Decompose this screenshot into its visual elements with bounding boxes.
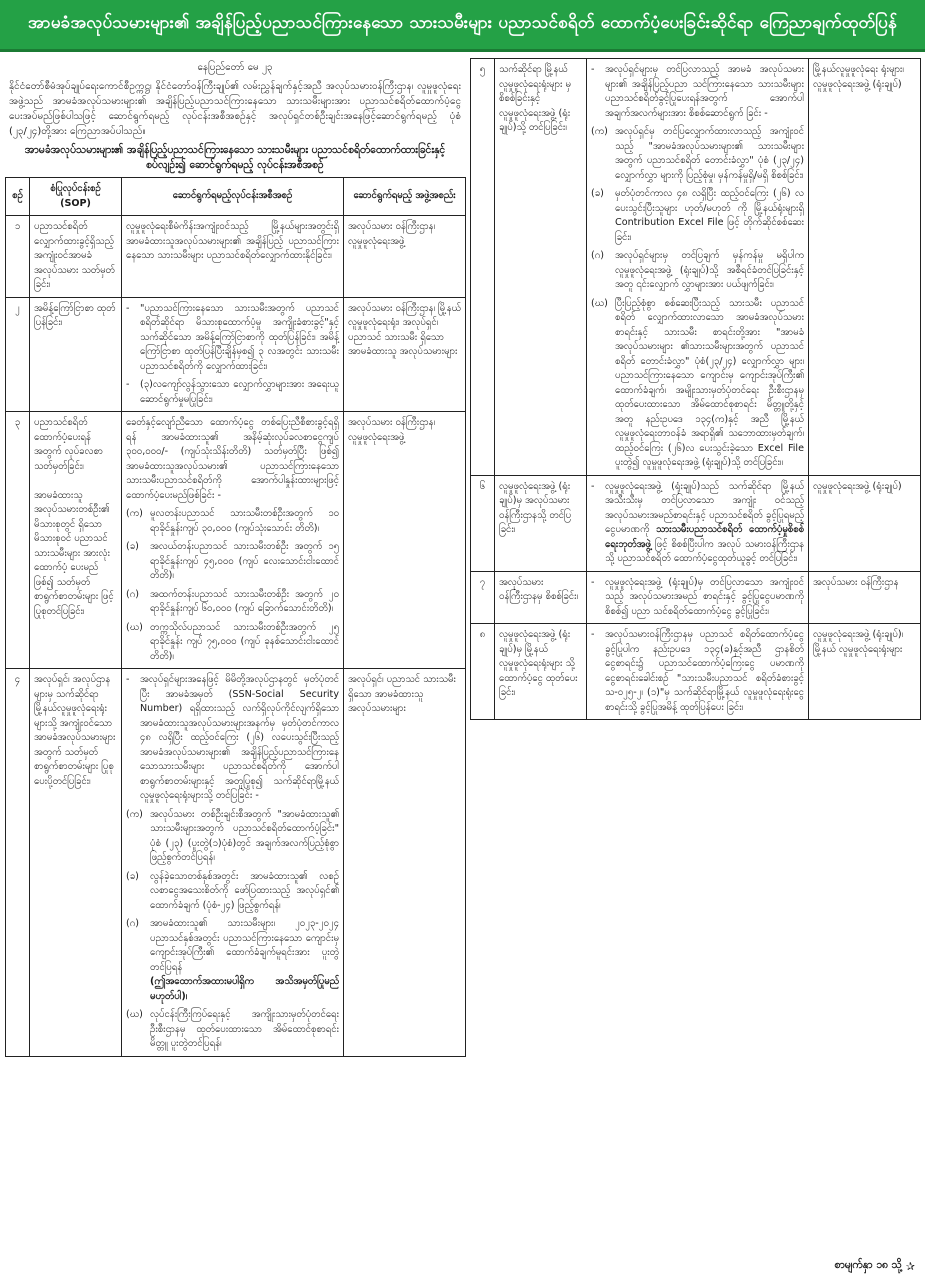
row-org: လူမှုဖူလုံရေးအဖွဲ့ (ရုံးချုပ်)၊ မြို့နယ် လူမှုဖူလုံရေးရုံးများ <box>809 624 921 720</box>
row-plan: - လူမှုဖူလုံရေးအဖွဲ့ (ရုံးချုပ်)မှ တင်ပြလာသော အကျုံးဝင်သည့် အလုပ်သမားအမည် စာရင်းနှင့် ခွင့်ပြုငွေပမာဏကိုစိစစ်၍ ပညာ သင်စရိတ်ထောက်ပံ့ငွေ ခွင့်ပြုခြင်း၊ <box>587 571 809 624</box>
plan-item: (ဃ) ပြီးပြည့်စုံစွာ စစ်ဆေးပြီးသည့် သားသမီး ပညာသင်စရိတ် လျှောက်ထားလာသော အာမခံအလုပ်သမားစာရင်းနှင့် သားသမီး စာရင်းတို့အား "အာမခံအလုပ်သမားများ ၏သားသမီးများအတွက် ပညာသင်စရိတ် တောင်းခံလွှာ" ပုံစံ(၂၃/၂၄) လျှောက်လွှာ များ၊ ပညာသင်ကြားနေသော ကျောင်းမှ ကျောင်းအုပ်ကြီး၏ ထောက်ခံချက်၊ အမျိုးသားမှတ်ပုံတင်ရေး ဦးစီးဌာနမှ ထုတ်ပေးထားသော အိမ်ထောင်စုစာရင်း မိတ္တူတို့နှင့်အတူ နည်းဥပဒေ ၁၃၄(က)နှင့် အညီ မြို့နယ်လူမှုဖူလုံရေးတာဝန်ခံ အရာရှိ၏ သဘောထားမှတ်ချက်၊ ထည့်ဝင်ကြေး (၂၆)လ ပေးသွင်းခဲ့သော Excel File ပူးတွဲ၍ လူမှုဖူလုံရေးအဖွဲ့ (ရုံးချုပ်)သို့ တင်ပြခြင်း။ <box>591 297 804 468</box>
section-heading: အာမခံအလုပ်သမားများ၏ အချိန်ပြည့်ပညာသင်ကြားနေသော သားသမီးများ ပညာသင်စရိတ်ထောက်ထားခြင်းနှင့်စပ်လျဉ်း၍ ဆောင်ရွက်ရမည့် လုပ်ငန်းအစီအစဉ် <box>24 144 446 171</box>
sop-table-left <box>5 177 466 1057</box>
row-plan: - အလုပ်ရှင်များမှ တင်ပြလာသည့် အာမခံ အလုပ်သမားများ၏ အချိန်ပြည့်ပညာ သင်ကြားနေသော သားသမီးများ ပညာသင်စရိတ်ခွင့်ပြုပေးရန်အတွက် အောက်ပါ အချက်အလက်များအား စိစစ်ဆောင်ရွက် ခြင်း - (က) အလုပ်ရှင်မှ တင်ပြလျှောက်ထားလာသည့် အကျုံးဝင်သည့် "အာမခံအလုပ်သမားများ၏ သားသမီးများအတွက် ပညာသင်စရိတ် တောင်းခံလွှာ" ပုံစံ (၂၃/၂၄) လျှောက်လွှာ များကို ပြည့်စုံမှု၊ မှန်ကန်မှုရှိ/မရှိ စိစစ်ခြင်း၊ (ခ) မှတ်ပုံတင်ကာလ ၄၈ လရှိပြီး ထည့်ဝင်ကြေး (၂၆) လ ပေးသွင်းပြီးသူများ ဟုတ်/မဟုတ် ကို မြို့နယ်ရုံးများရှိ Contribution Excel File ဖြင့် တိုက်ဆိုင်စစ်ဆေးခြင်း၊ (ဂ) အလုပ်ရှင်များမှ တင်ပြချက် မှန်ကန်မှု မရှိပါက လူမှုဖူလုံရေးအဖွဲ့ (ရုံးချုပ်)သို့ အစီရင်ခံတင်ပြခြင်းနှင့်အတူ ၎င်းလျှောက် လွှာများအား ပယ်ဖျက်ခြင်း၊ (ဃ) ပြီးပြည့်စုံစွာ စစ်ဆေးပြီးသည့် သားသမီး ပညာသင်စရိတ် လျှောက်ထားလာသော အာမခံအလုပ်သမားစာရင်းနှင့် သားသမီး စာရင်းတို့အား "အာမခံအလုပ်သမားများ ၏သားသမီးများအတွက် ပညာသင်စရိတ် တောင်းခံလွှာ" ပုံစံ(၂၃/၂၄) လျှောက်လွှာ များ၊ ပညာသင်ကြားနေသော ကျောင်းမှ ကျောင်းအုပ်ကြီး၏ ထောက်ခံချက်၊ အမျိုးသားမှတ်ပုံတင်ရေး ဦးစီးဌာနမှ ထုတ်ပေးထားသော အိမ်ထောင်စုစာရင်း မိတ္တူတို့နှင့်အတူ နည်းဥပဒေ ၁၃၄(က)နှင့် အညီ မြို့နယ်လူမှုဖူလုံရေးတာဝန်ခံ အရာရှိ၏ သဘောထားမှတ်ချက်၊ ထည့်ဝင်ကြေး (၂၆)လ ပေးသွင်းခဲ့သော Excel File ပူးတွဲ၍ လူမှုဖူလုံရေးအဖွဲ့ (ရုံးချုပ်)သို့ တင်ပြခြင်း။ <box>587 59 809 476</box>
header-sop: စံပြုလုပ်ငန်းစဉ် (SOP) <box>30 178 122 216</box>
plan-item: (ခ) လွန်ခဲ့သောတစ်နှစ်အတွင်း အာမခံထားသူ၏ လစဉ်လစာငွေအသေးစိတ်ကို ဖော်ပြထားသည့် အလုပ်ရှင်၏ ထောက်ခံချက် (ပုံစံ-၂၄) ဖြည့်စွက်ရန်၊ <box>126 870 339 911</box>
plan-item-note: (ဤအထောက်အထားမပါရှိက အသိအမှတ်ပြုမည် မဟုတ်ပါ)၊ <box>150 976 339 1002</box>
row-number: ၃ <box>6 412 30 669</box>
plan-item: (ဂ) အလုပ်ရှင်များမှ တင်ပြချက် မှန်ကန်မှု မရှိပါက လူမှုဖူလုံရေးအဖွဲ့ (ရုံးချုပ်)သို့ အစီရင်ခံတင်ပြခြင်းနှင့်အတူ ၎င်းလျှောက် လွှာများအား ပယ်ဖျက်ခြင်း၊ <box>591 250 804 290</box>
page-banner <box>0 0 925 52</box>
sop-table-right <box>470 58 921 720</box>
table-row <box>6 669 466 1057</box>
row-plan: - လူမှုဖူလုံရေးအဖွဲ့ (ရုံးချုပ်)သည် သက်ဆိုင်ရာ မြို့နယ်အသီးသီးမှ တင်ပြလာသော အကျုံး ဝင်သည့် အလုပ်သမားအမည်စာရင်းနှင့် ပညာသင်စရိတ် ခွင့်ပြုရမည့် ငွေပမာဏကို သားသမီးပညာသင်စရိတ် ထောက်ပံ့မှုစိစစ် ရေးဘုတ်အဖွဲ့ ဖြင့် စိစစ်ပြီးပါက အလုပ် သမားဝန်ကြီးဌာနသို့ ပညာသင်စရိတ် ထောက်ပံ့ငွေထုတ်ယူခွင့် တင်ပြခြင်း၊ <box>587 475 809 571</box>
table-row <box>471 624 921 720</box>
right-column <box>470 58 920 720</box>
row-org: အလုပ်သမား ဝန်ကြီးဌာန <box>809 571 921 624</box>
left-column <box>5 58 465 1057</box>
plan-item: (ခ) မှတ်ပုံတင်ကာလ ၄၈ လရှိပြီး ထည့်ဝင်ကြေး (၂၆) လ ပေးသွင်းပြီးသူများ ဟုတ်/မဟုတ် ကို မြို့နယ်ရုံးများရှိ Contribution Excel File ဖြင့် တိုက်ဆိုင်စစ်ဆေးခြင်း၊ <box>591 188 804 243</box>
row-number: ၈ <box>471 624 495 720</box>
plan-item: (ဃ) တက္ကသိုလ်ပညာသင် သားသမီးတစ်ဦးအတွက် ၂၅ ရာခိုင်နှုန်း ကျပ် ၇၅,၀၀၀ (ကျပ် ခုနစ်သောင်းငါးထောင်တိတိ)၊ <box>126 621 339 662</box>
row-sop: လူမှုဖူလုံရေးအဖွဲ့ (ရုံးချုပ်)မှ မြို့နယ် လူမှုဖူလုံရေးရုံးများ သို့ ထောက်ပံ့ငွေ ထုတ်ပေးခြင်း၊ <box>495 624 587 720</box>
row-number: ၄ <box>6 669 30 1057</box>
header-org: ဆောင်ရွက်ရမည့် အဖွဲ့အစည်း <box>344 178 466 216</box>
plan-text: လူမှုဖူလုံရေးအဖွဲ့ (ရုံးချုပ်)သည် သက်ဆိုင်ရာ မြို့နယ်အသီးသီးမှ တင်ပြလာသော အကျုံး ဝင်သည့် အလုပ်သမားအမည်စာရင်းနှင့် ပညာသင်စရိတ် ခွင့်ပြုရမည့် ငွေပမာဏကို <box>605 480 804 535</box>
banner-title: အာမခံအလုပ်သမားများ၏ အချိန်ပြည့်ပညာသင်ကြားနေသော သားသမီးများ ပညာသင်စရိတ် ထောက်ပံ့ပေးခြင်းဆိုင်ရာ ကြေညာချက်ထုတ်ပြန် <box>28 13 897 33</box>
row-plan: - အလုပ်သမားဝန်ကြီးဌာနမှ ပညာသင် စရိတ်ထောက်ပံ့ငွေခွင့်ပြုပါက နည်းဥပဒေ ၁၃၄(ခ)နှင့်အညီ ဌာနစိတ်ငွေစာရင်း၌ ပညာသင်ထောက်ပံ့ကြေးငွေ ပမာဏကို ငွေစာရင်းခေါင်းစဉ် "သားသမီးပညာသင် စရိတ်ခံစားခွင့် သ-၀၂၅-၂၊ (၁)"မှ သက်ဆိုင်ရာမြို့နယ် လူမှုဖူလုံရေးရုံးငွေ စာရင်းသို့ ခွင့်ပြုအမိန့် ထုတ်ပြန်ပေး ခြင်း၊ <box>587 624 809 720</box>
plan-item: (ဂ) အထက်တန်းပညာသင် သားသမီးတစ်ဦး အတွက် ၂၀ ရာခိုင်နှုန်းကျပ် ၆၀,၀၀၀ (ကျပ် ခြောက်သောင်းတိတိ)၊ <box>126 588 339 614</box>
plan-intro: ခေတ်နှင့်လျော်ညီသော ထောက်ပံ့ငွေ တစ်ပြေးညီစီစားခွင့်ရရှိရန် အာမခံထားသူ၏ အနိမ့်ဆုံးလုပ်ခလစာငွေကျပ် ၃၀၀,၀၀၀/- (ကျပ်သုံးသိန်းတိတိ) သတ်မှတ်ပြီး ဖြစ်၍ အာမခံထားသူအလုပ်သမား၏ ပညာသင်ကြားနေသော သားသမီးပညာသင်စရိတ်ကို အောက်ပါနှုန်းထားများဖြင့် ထောက်ပံ့ပေးမည်ဖြစ်ခြင်း - <box>126 417 339 501</box>
plan-item: (က) အလုပ်သမား တစ်ဦးချင်းစီအတွက် "အာမခံထားသူ၏ သားသမီးများအတွက် ပညာသင်စရိတ်ထောက်ပံ့ခြင်း" ပုံစံ (၂၃) (ပူးတွဲ(၁)ပုံစံ)တွင် အချက်အလက်ပြည့်စုံစွာ ဖြည့်စွက်တင်ပြရန်၊ <box>126 808 339 863</box>
row-org: အလုပ်သမား ဝန်ကြီးဌာန၊ မြို့နယ် လူမှုဖူလုံရေးရုံး၊ အလုပ်ရှင်၊ ပညာသင် သားသမီး ရှိသော အာမခံထားသူ အလုပ်သမားများ <box>344 297 466 412</box>
row-plan: - "ပညာသင်ကြားနေသော သားသမီးအတွက် ပညာသင်စရိတ်ဆိုင်ရာ မိသားစုထောက်ပံ့မှု အကျိုးခံစားခွင့်"နှင့် သက်ဆိုင်သော အမိန့်ကြော်ငြာစာကို ထုတ်ပြန်ခြင်း၊ အမိန့်ကြော်ငြာစာ ထုတ်ပြန်ပြီးချိန်မှစ၍ ၃ လအတွင်း သားသမီး ပညာသင်စရိတ်ကို လျှောက်ထားခြင်း၊ - (၃)လကျော်လွန်သွားသော လျှောက်လွှာများအား အရေးယူဆောင်ရွက်မှုမပြုခြင်း၊ <box>122 297 344 412</box>
plan-point: "ပညာသင်ကြားနေသော သားသမီးအတွက် ပညာသင်စရိတ်ဆိုင်ရာ မိသားစုထောက်ပံ့မှု အကျိုးခံစားခွင့်"နှင့် သက်ဆိုင်သော အမိန့်ကြော်ငြာစာကို ထုတ်ပြန်ခြင်း၊ အမိန့်ကြော်ငြာစာ ထုတ်ပြန်ပြီးချိန်မှစ၍ ၃ လအတွင်း သားသမီး ပညာသင်စရိတ်ကို လျှောက်ထားခြင်း၊ <box>140 302 339 372</box>
row-plan <box>122 412 344 669</box>
table-row <box>6 412 466 669</box>
row-sop: သက်ဆိုင်ရာ မြို့နယ် လူမှုဖူလုံရေးရုံးများ မှ စိစစ်ခြင်းနှင့် လူမှုဖူလုံရေးအဖွဲ့ (ရုံးချုပ်)သို့ တင်ပြခြင်း၊ <box>495 59 587 476</box>
row-org: အလုပ်သမား ဝန်ကြီးဌာန၊ လူမှုဖူလုံရေးအဖွဲ့ <box>344 412 466 669</box>
row-sop: အလုပ်သမား ဝန်ကြီးဌာနမှ စိစစ်ခြင်း၊ <box>495 571 587 624</box>
row-sop: လူမှုဖူလုံရေးအဖွဲ့ (ရုံးချုပ်)မှ အလုပ်သမား ဝန်ကြီးဌာနသို့ တင်ပြခြင်း၊ <box>495 475 587 571</box>
plan-item: (ဂ) အာမခံထားသူ၏ သားသမီးများ၊ ၂၀၂၃-၂၀၂၄ ပညာသင်နှစ်အတွင်း ပညာသင်ကြားနေသော ကျောင်းမှ ကျောင်းအုပ်ကြီး၏ ထောက်ခံချက်မူရင်းအား ပူးတွဲ တင်ပြရန် <box>126 918 339 973</box>
plan-text: လူမှုဖူလုံရေးအဖွဲ့ (ရုံးချုပ်)မှ တင်ပြလာသော အကျုံးဝင်သည့် အလုပ်သမားအမည် စာရင်းနှင့် ခွင့်ပြုငွေပမာဏကိုစိစစ်၍ ပညာ သင်စရိတ်ထောက်ပံ့ငွေ ခွင့်ပြုခြင်း၊ <box>605 576 804 617</box>
plan-item: (က) အလုပ်ရှင်မှ တင်ပြလျှောက်ထားလာသည့် အကျုံးဝင်သည့် "အာမခံအလုပ်သမားများ၏ သားသမီးများအတွက် ပညာသင်စရိတ် တောင်းခံလွှာ" ပုံစံ (၂၃/၂၄) လျှောက်လွှာ များကို ပြည့်စုံမှု၊ မှန်ကန်မှုရှိ/မရှိ စိစစ်ခြင်း၊ <box>591 126 804 181</box>
row-plan: - အလုပ်ရှင်များအနေဖြင့် မိမိတို့အလုပ်ဌာနတွင် မှတ်ပုံတင်ပြီး အာမခံအမှတ် (SSN-Social Security Number) ရရှိထားသည့် လက်ရှိလုပ်ကိုင်လျက်ရှိသော အာမခံထားသူအလုပ်သမားများအနက်မှ မှတ်ပုံတင်ကာလ ၄၈ လရှိပြီး ထည့်ဝင်ကြေး (၂၆) လပေးသွင်းပြီးသည့် အာမခံအလုပ်သမားများ၏ အချိန်ပြည့်ပညာသင်ကြားနေသောသားသမီးများ ပညာသင်စရိတ်ကို အောက်ပါစာရွက်စာတမ်းများနှင့် အတူပြုစု၍ သက်ဆိုင်ရာမြို့နယ်လူမှုဖူလုံရေးရုံးများသို့ တင်ပြခြင်း - (က) အလုပ်သမား တစ်ဦးချင်းစီအတွက် "အာမခံထားသူ၏ သားသမီးများအတွက် ပညာသင်စရိတ်ထောက်ပံ့ခြင်း" ပုံစံ (၂၃) (ပူးတွဲ(၁)ပုံစံ)တွင် အချက်အလက်ပြည့်စုံစွာ ဖြည့်စွက်တင်ပြရန်၊ (ခ) လွန်ခဲ့သောတစ်နှစ်အတွင်း အာမခံထားသူ၏ လစဉ်လစာငွေအသေးစိတ်ကို ဖော်ပြထားသည့် အလုပ်ရှင်၏ ထောက်ခံချက် (ပုံစံ-၂၄) ဖြည့်စွက်ရန်၊ (ဂ) အာမခံထားသူ၏ သားသမီးများ၊ ၂၀၂၃-၂၀၂၄ ပညာသင်နှစ်အတွင်း ပညာသင်ကြားနေသော ကျောင်းမှ ကျောင်းအုပ်ကြီး၏ ထောက်ခံချက်မူရင်းအား ပူးတွဲ တင်ပြရန် (ဤအထောက်အထားမပါရှိက အသိအမှတ်ပြုမည် မဟုတ်ပါ)၊ (ဃ) လုပ်ငန်းကြီးကြပ်ရေးနှင့် အကျိုးသားမှတ်ပုံတင်ရေးဦးစီးဌာနမှ ထုတ်ပေးထားသော အိမ်ထောင်စုစာရင်းမိတ္တူ ပူးတွဲတင်ပြရန်၊ <box>122 669 344 1057</box>
plan-intro: အလုပ်ရှင်များအနေဖြင့် မိမိတို့အလုပ်ဌာနတွင် မှတ်ပုံတင်ပြီး အာမခံအမှတ် (SSN-Social Security Number) ရရှိထားသည့် လက်ရှိလုပ်ကိုင်လျက်ရှိသော အာမခံထားသူအလုပ်သမားများအနက်မှ မှတ်ပုံတင်ကာလ ၄၈ လရှိပြီး ထည့်ဝင်ကြေး (၂၆) လပေးသွင်းပြီးသည့် အာမခံအလုပ်သမားများ၏ အချိန်ပြည့်ပညာသင်ကြားနေသောသားသမီးများ ပညာသင်စရိတ်ကို အောက်ပါစာရွက်စာတမ်းများနှင့် အတူပြုစု၍ သက်ဆိုင်ရာမြို့နယ်လူမှုဖူလုံရေးရုံးများသို့ တင်ပြခြင်း - <box>140 674 339 801</box>
row-number: ၅ <box>471 59 495 476</box>
row-org: အလုပ်သမား ဝန်ကြီးဌာန၊ လူမှုဖူလုံရေးအဖွဲ့ <box>344 216 466 298</box>
row-number: ၁ <box>6 216 30 298</box>
continued-text: စာမျက်နှာ ၁၈ သို့ <box>834 1259 902 1271</box>
table-header-row <box>6 178 466 216</box>
plan-text: အလုပ်သမားဝန်ကြီးဌာနမှ ပညာသင် စရိတ်ထောက်ပံ့ငွေခွင့်ပြုပါက နည်းဥပဒေ ၁၃၄(ခ)နှင့်အညီ ဌာနစိတ်ငွေစာရင်း၌ ပညာသင်ထောက်ပံ့ကြေးငွေ ပမာဏကို ငွေစာရင်းခေါင်းစဉ် "သားသမီးပညာသင် စရိတ်ခံစားခွင့် သ-၀၂၅-၂၊ (၁)"မှ သက်ဆိုင်ရာမြို့နယ် လူမှုဖူလုံရေးရုံးငွေ စာရင်းသို့ ခွင့်ပြုအမိန့် ထုတ်ပြန်ပေး ခြင်း၊ <box>605 629 804 713</box>
table-row <box>6 297 466 412</box>
plan-item: (ခ) အလယ်တန်းပညာသင် သားသမီးတစ်ဦး အတွက် ၁၅ ရာခိုင်နှုန်းကျပ် ၄၅,၀၀၀ (ကျပ် လေးသောင်းငါးထောင်တိတိ)၊ <box>126 541 339 581</box>
plan-item: (က) မူလတန်းပညာသင် သားသမီးတစ်ဦးအတွက် ၁၀ ရာခိုင်နှုန်းကျပ် ၃၀,၀၀၀ (ကျပ်သုံးသောင်း တိတိ)၊ <box>126 508 339 534</box>
dateline: နေပြည်တော် မေ ၂၃ <box>197 62 273 73</box>
plan-text: ဖြင့် စိစစ်ပြီးပါက အလုပ် သမားဝန်ကြီးဌာနသို့ ပညာသင်စရိတ် ထောက်ပံ့ငွေထုတ်ယူခွင့် တင်ပြခြင်း၊ <box>605 538 804 564</box>
row-number: ၆ <box>471 475 495 571</box>
star-icon: ✰ <box>905 1260 915 1273</box>
continued-footer <box>835 1259 915 1274</box>
plan-point: (၃)လကျော်လွန်သွားသော လျှောက်လွှာများအား အရေးယူဆောင်ရွက်မှုမပြုခြင်း၊ <box>140 379 339 405</box>
row-plan: လူမှုဖူလုံရေးစီမံကိန်းအကျုံးဝင်သည့် မြို့နယ်များအတွင်းရှိ အာမခံထားသူအလုပ်သမားများ၏ အချိန်ပြည့် ပညာသင်ကြားနေသော သားသမီးများ ပညာသင်စရိတ်လျှောက်ထားနိုင်ခြင်း၊ <box>122 216 344 298</box>
row-org: အလုပ်ရှင်၊ ပညာသင် သားသမီးရှိသော အာမခံထားသူ အလုပ်သမားများ <box>344 669 466 1057</box>
board-name: သားသမီးပညာသင်စရိတ် ထောက်ပံ့မှုစိစစ် ရေးဘုတ်အဖွဲ့ <box>605 524 804 550</box>
table-row <box>471 59 921 476</box>
intro-paragraph: နိုင်ငံတော်စီမံအုပ်ချုပ်ရေးကောင်စီဥက္ကဋ္ဌ၊ နိုင်ငံတော်ဝန်ကြီးချုပ်၏ လမ်းညွှန်ချက်နှင့်အညီ အလုပ်သမားဝန်ကြီးဌာန၊ လူမှုဖူလုံရေးအဖွဲ့သည် အာမခံအလုပ်သမားများ၏ အချိန်ပြည့်ပညာသင်ကြားနေသော သားသမီးများအား ပညာသင်စရိတ်ထောက်ပံ့ငွေပေးအပ်မည်ဖြစ်ပါသဖြင့် ဆောင်ရွက်ရမည့် လုပ်ငန်းအစီအစဉ်နှင့် အလုပ်ရှင်တစ်ဦးချင်းအနေဖြင့်ဆောင်ရွက်ရမည့် ပုံစံ (၂၃/၂၄)တို့အား ကြေညာအပ်ပါသည်။ <box>9 81 461 137</box>
row-org: မြို့နယ်လူမှုဖူလုံရေး ရုံးများ၊ လူမှုဖူလုံရေးအဖွဲ့ (ရုံးချုပ်) <box>809 59 921 476</box>
row-sop: ပညာသင်စရိတ် လျှောက်ထားခွင့်ရှိသည့် အကျုံးဝင်အာမခံအလုပ်သမား သတ်မှတ်ခြင်း၊ <box>30 216 122 298</box>
row-number: ၂ <box>6 297 30 412</box>
row-sop: ပညာသင်စရိတ် ထောက်ပံ့ပေးရန် အတွက် လုပ်ခလစာ သတ်မှတ်ခြင်း၊ အာမခံထားသူ အလုပ်သမားတစ်ဦး၏ မိသားစုတွင် ရှိသော မိသားစုဝင် ပညာသင်သားသမီးများ အားလုံး ထောက်ပံ့ ပေးမည် ဖြစ်၍ သတ်မှတ် စာရွက်စာတမ်းများ ဖြင့် ပြုစုတင်ပြခြင်း၊ <box>30 412 122 669</box>
table-row <box>6 216 466 298</box>
table-row <box>471 475 921 571</box>
row-number: ၇ <box>471 571 495 624</box>
header-no: စဉ် <box>6 178 30 216</box>
row-sop: အမိန့်ကြော်ငြာစာ ထုတ်ပြန်ခြင်း၊ <box>30 297 122 412</box>
row-sop: အလုပ်ရှင်၊ အလုပ်ဌာနများမှ သက်ဆိုင်ရာ မြို့နယ်လူမှုဖူလုံရေးရုံးများသို့ အကျုံးဝင်သော အာမခံအလုပ်သမားများ အတွက် သတ်မှတ် စာရွက်စာတမ်းများ ပြုစု ပေးပို့တင်ပြခြင်း၊ <box>30 669 122 1057</box>
header-plan: ဆောင်ရွက်ရမည့်လုပ်ငန်းအစီအစဉ် <box>122 178 344 216</box>
row-org: လူမှုဖူလုံရေးအဖွဲ့ (ရုံးချုပ်) <box>809 475 921 571</box>
table-row <box>471 571 921 624</box>
plan-item: (ဃ) လုပ်ငန်းကြီးကြပ်ရေးနှင့် အကျိုးသားမှတ်ပုံတင်ရေးဦးစီးဌာနမှ ထုတ်ပေးထားသော အိမ်ထောင်စုစာရင်းမိတ္တူ ပူးတွဲတင်ပြရန်၊ <box>126 1009 339 1049</box>
plan-intro: အလုပ်ရှင်များမှ တင်ပြလာသည့် အာမခံ အလုပ်သမားများ၏ အချိန်ပြည့်ပညာ သင်ကြားနေသော သားသမီးများ ပညာသင်စရိတ်ခွင့်ပြုပေးရန်အတွက် အောက်ပါ အချက်အလက်များအား စိစစ်ဆောင်ရွက် ခြင်း - <box>605 64 804 119</box>
